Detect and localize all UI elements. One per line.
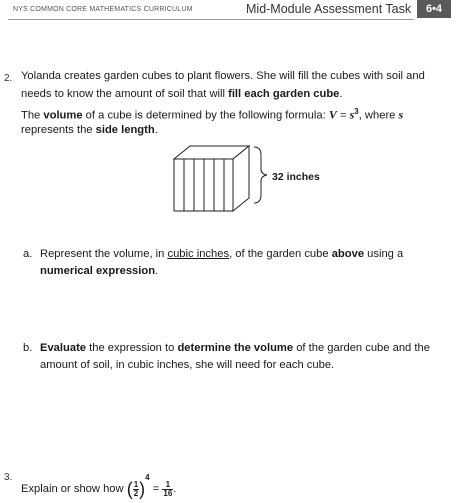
page-header <box>0 0 472 22</box>
question-3-number: 3. <box>4 472 13 483</box>
cube-side-label: 32 inches <box>272 171 320 183</box>
q3-result-fraction: $\frac{1}{16}$ <box>163 479 173 498</box>
part-a-line-1: Represent the volume, in cubic inches, of the garden cube above using a <box>40 248 404 260</box>
formula-s: s <box>349 107 355 122</box>
q2-line-2: needs to know the amount of soil that will fill each garden cube. <box>21 88 343 100</box>
part-a-line-2: numerical expression. <box>40 265 159 277</box>
header-divider <box>8 19 414 20</box>
question-2-number: 2. <box>4 73 13 84</box>
part-b-line-1: Evaluate the expression to determine the volume of the garden cube and the <box>40 342 430 354</box>
q3-base-fraction: $\frac{1}{2}$ <box>133 479 139 498</box>
formula-v: V <box>328 107 337 122</box>
curriculum-label: NYS COMMON CORE MATHEMATICS CURRICULUM <box>13 6 193 13</box>
q3-text: Explain or show how ( $\frac{1}{2}$ )$^4$ = $\frac{1}{16}$ . <box>21 473 177 500</box>
part-a-label: a. <box>23 248 33 260</box>
part-b-label: b. <box>23 342 33 354</box>
grade-module-badge: 6•4 <box>417 0 451 18</box>
q2-line-1: Yolanda creates garden cubes to plant flowers. She will fill the cubes with soil and <box>21 70 425 82</box>
q2-line-3: The volume of a cube is determined by the following formula: $V = s^3$, where s <box>21 107 404 122</box>
part-b-line-2: amount of soil, in cubic inches, she will need for each cube. <box>40 359 335 371</box>
garden-cube-figure <box>168 143 328 213</box>
task-title: Mid-Module Assessment Task <box>246 2 412 16</box>
q2-line-4: represents the side length. <box>21 124 158 136</box>
